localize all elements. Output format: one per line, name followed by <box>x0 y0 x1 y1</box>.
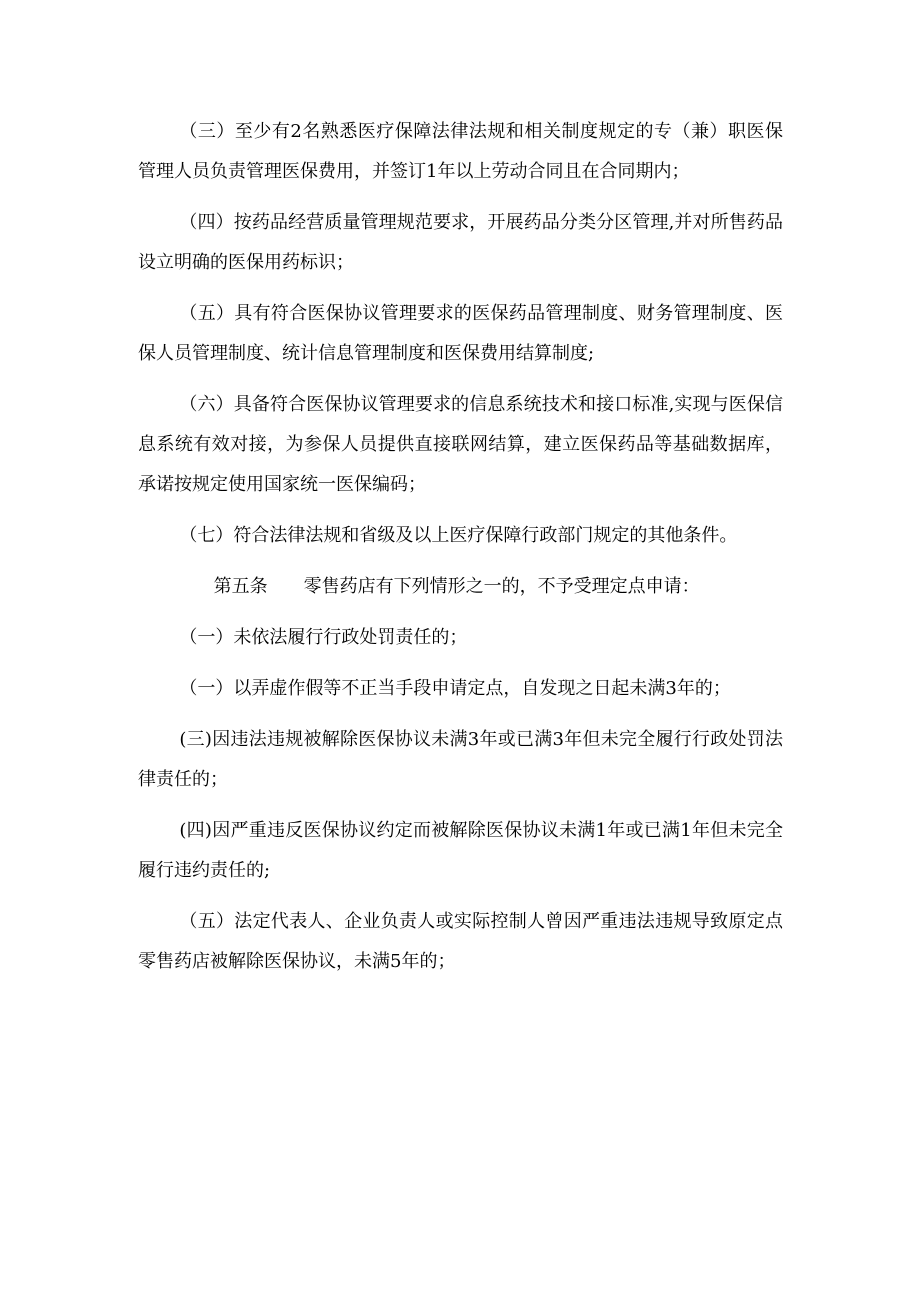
list-item-5: （五）法定代表人、企业负责人或实际控制人曾因严重违法违规导致原定点零售药店被解除医保协议，未满5年的； <box>138 911 783 972</box>
paragraph-item-4: （四）按药品经营质量管理规范要求，开展药品分类分区管理,并对所售药品设立明确的医保用药标识； <box>138 212 783 273</box>
article-five <box>138 567 783 607</box>
paragraph-item-7: （七）符合法律法规和省级及以上医疗保障行政部门规定的其他条件。 <box>179 525 738 546</box>
list-item-1: （一）未依法履行行政处罚责任的； <box>179 627 468 648</box>
list-item-2: （一）以弄虚作假等不正当手段申请定点，自发现之日起未满3年的； <box>179 678 731 699</box>
list-item-4: (四)因严重违反医保协议约定而被解除医保协议未满1年或已满1年但未完全履行违约责任的; <box>138 820 783 881</box>
article-number: 第五条 <box>213 576 268 597</box>
paragraph-item-3: （三）至少有2名熟悉医疗保障法律法规和相关制度规定的专（兼）职医保管理人员负责管理医保费用，并签订1年以上劳动合同且在合同期内； <box>138 121 783 182</box>
article-text: 零售药店有下列情形之一的，不予受理定点申请： <box>303 576 700 597</box>
list-item-3: (三)因违法违规被解除医保协议未满3年或已满3年但未完全履行行政处罚法律责任的； <box>138 729 783 790</box>
paragraph-item-6: （六）具备符合医保协议管理要求的信息系统技术和接口标准,实现与医保信息系统有效对接，为参保人员提供直接联网结算，建立医保药品等基础数据库，承诺按规定使用国家统一医保编码； <box>138 394 783 495</box>
document-body <box>138 112 783 993</box>
paragraph-item-5: （五）具有符合医保协议管理要求的医保药品管理制度、财务管理制度、医保人员管理制度、统计信息管理制度和医保费用结算制度; <box>138 303 783 364</box>
